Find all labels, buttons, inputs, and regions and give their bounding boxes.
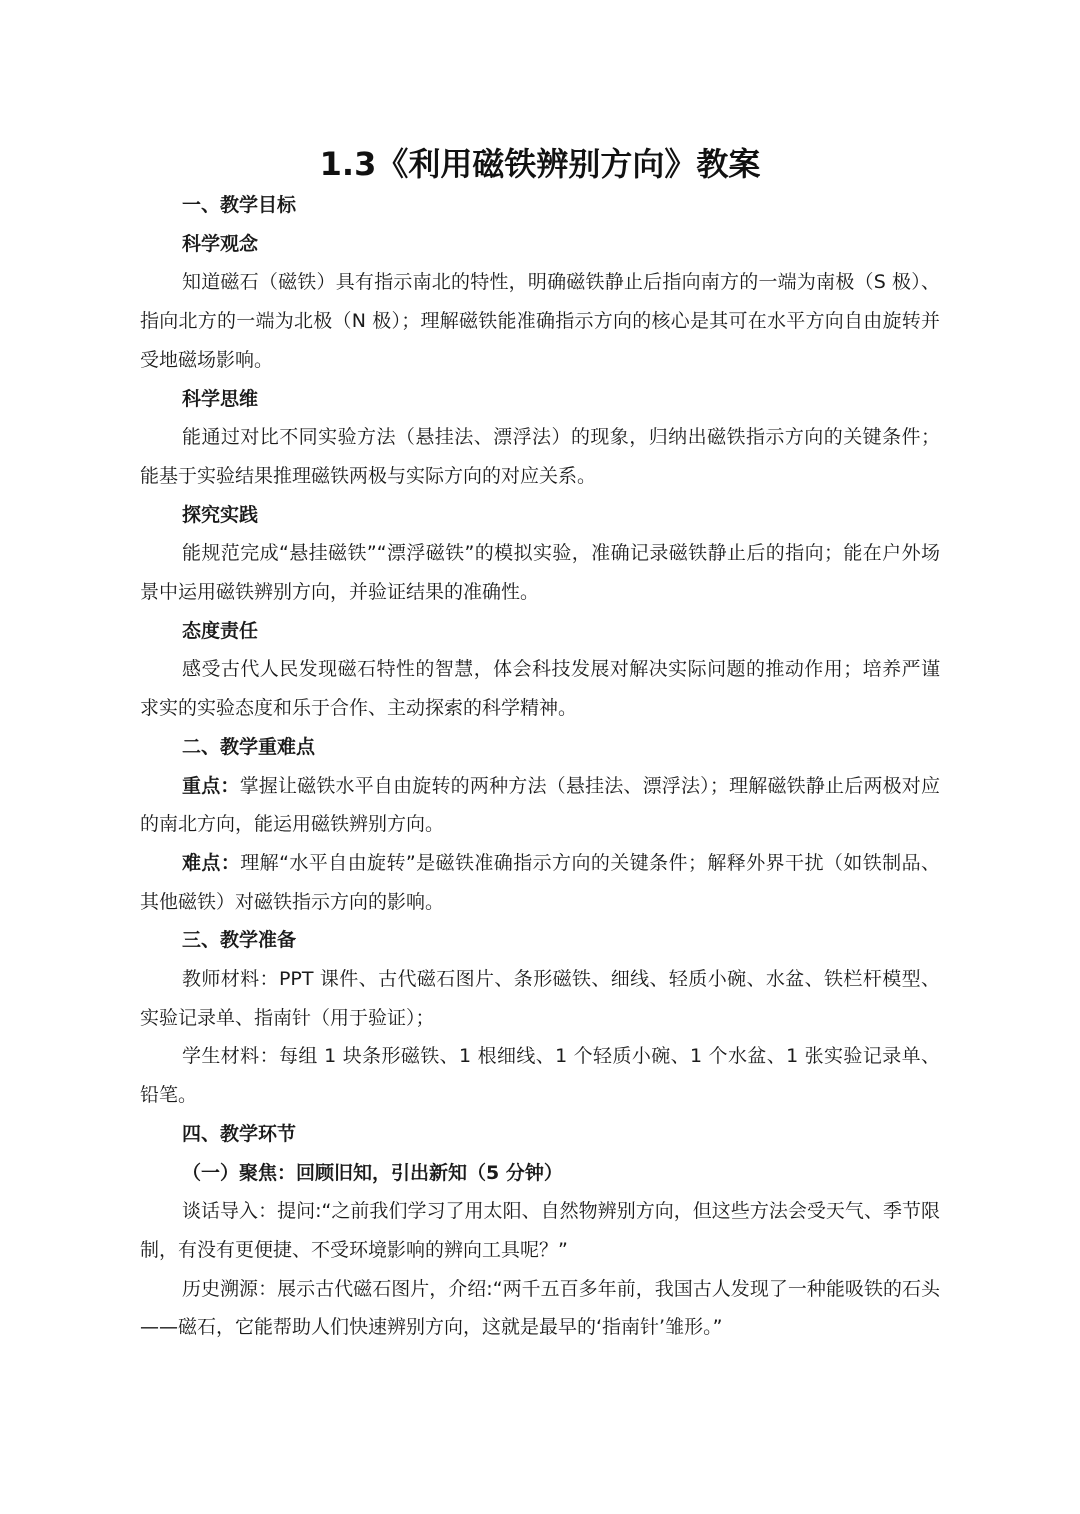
subheading-science-thinking: 科学思维 [182,387,259,410]
section-heading-prep: 三、教学准备 [182,929,297,952]
paragraph-science-concept: 知道磁石（磁铁）具有指示南北的特性，明确磁铁静止后指向南方的一端为南极（S 极）、指向北方的一端为北极（N 极）；理解磁铁能准确指示方向的核心是其可在水平方向自由旋转并受地磁场影响。 [140,271,940,371]
paragraph-attitude: 感受古代人民发现磁石特性的智慧，体会科技发展对解决实际问题的推动作用；培养严谨求实的实验态度和乐于合作、主动探索的科学精神。 [140,658,940,720]
difficulty-label: 难点： [182,851,241,874]
paragraph-science-thinking: 能通过对比不同实验方法（悬挂法、漂浮法）的现象，归纳出磁铁指示方向的关键条件；能基于实验结果推理磁铁两极与实际方向的对应关系。 [140,426,940,487]
subheading-inquiry: 探究实践 [182,503,259,526]
subheading-science-concept: 科学观念 [182,232,259,255]
paragraph-intro-talk: 谈话导入：提问:“之前我们学习了用太阳、自然物辨别方向，但这些方法会受天气、季节限制，有没有更便捷、不受环境影响的辨向工具呢？” [140,1200,940,1261]
paragraph-history-origin: 历史溯源：展示古代磁石图片，介绍:“两千五百多年前，我国古人发现了一种能吸铁的石头——磁石，它能帮助人们快速辨别方向，这就是最早的‘指南针’雏形。” [140,1277,940,1339]
subheading-attitude: 态度责任 [182,619,259,642]
paragraph-inquiry: 能规范完成“悬挂磁铁”“漂浮磁铁”的模拟实验，准确记录磁铁静止后的指向；能在户外场景中运用磁铁辨别方向，并验证结果的准确性。 [140,542,940,604]
paragraph-teacher-materials: 教师材料：PPT 课件、古代磁石图片、条形磁铁、细线、轻质小碗、水盆、铁栏杆模型、实验记录单、指南针（用于验证）； [140,968,940,1029]
subheading-step1: （一）聚焦：回顾旧知，引出新知（5 分钟） [182,1161,563,1184]
section-heading-key-points: 二、教学重难点 [182,735,316,758]
difficulty-text: 理解“水平自由旋转”是磁铁准确指示方向的关键条件；解释外界干扰（如铁制品、其他磁铁）对磁铁指示方向的影响。 [140,851,940,913]
paragraph-student-materials: 学生材料：每组 1 块条形磁铁、1 根细线、1 个轻质小碗、1 个水盆、1 张实验记录单、铅笔。 [140,1045,940,1107]
focus-text: 掌握让磁铁水平自由旋转的两种方法（悬挂法、漂浮法）；理解磁铁静止后两极对应的南北方向，能运用磁铁辨别方向。 [140,774,940,836]
focus-label: 重点： [182,774,240,797]
section-heading-process: 四、教学环节 [182,1122,297,1145]
document-title: 1.3《利用磁铁辨别方向》教案 [319,145,761,183]
section-heading-goals: 一、教学目标 [182,194,297,216]
paragraph-focus [140,767,940,844]
paragraph-difficulty [140,844,940,921]
document-body [140,186,940,1347]
